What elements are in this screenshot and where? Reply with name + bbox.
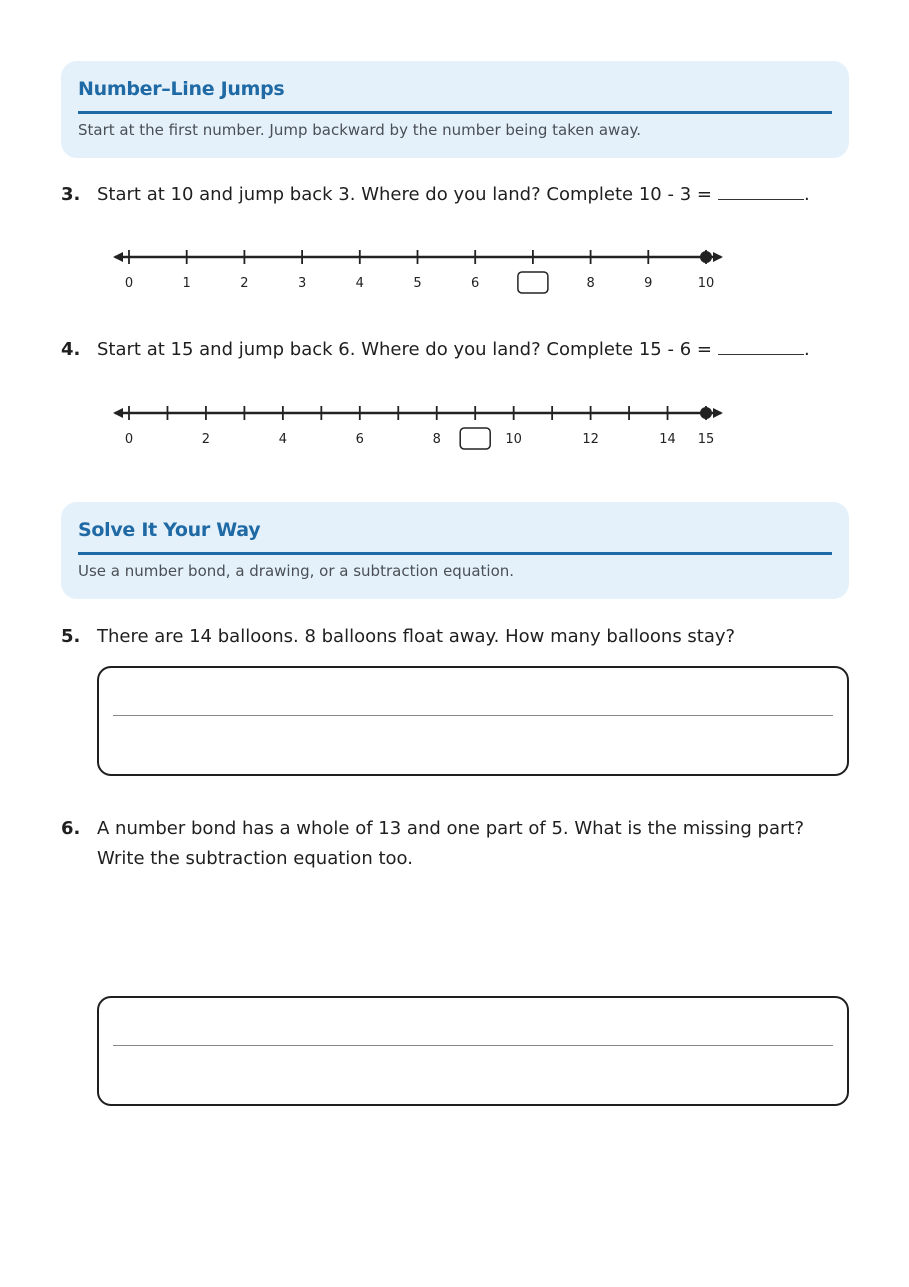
- tick-label: 8: [432, 432, 441, 447]
- answer-blank[interactable]: [718, 336, 804, 355]
- tick-label: 0: [124, 432, 134, 447]
- question-period: .: [803, 184, 810, 205]
- left-arrow-icon: [113, 252, 123, 262]
- tick-label: 5: [413, 276, 422, 291]
- number-line: [105, 393, 735, 453]
- question-number: 3.: [61, 184, 81, 205]
- section-title: Number–Line Jumps: [78, 78, 285, 100]
- tick-label: 14: [659, 432, 676, 447]
- question-text: There are 14 balloons. 8 balloons float away. How many balloons stay?: [97, 626, 736, 647]
- section-header-solve-it-your-way: [61, 502, 849, 599]
- section-divider: [78, 552, 832, 555]
- question-text: [97, 814, 804, 874]
- answer-line: [113, 1045, 833, 1046]
- tick-label: 4: [355, 276, 364, 291]
- right-arrow-icon: [713, 252, 723, 262]
- question-text-line: Write the subtraction equation too.: [97, 848, 413, 869]
- question-period: .: [803, 339, 810, 360]
- tick-label: 2: [201, 432, 211, 447]
- missing-number-box: [460, 428, 490, 449]
- tick-label: 0: [124, 276, 134, 291]
- section-divider: [78, 111, 832, 114]
- tick-label: 10: [697, 276, 715, 291]
- question-prompt: Start at 15 and jump back 6. Where do you land? Complete 15 - 6 =: [97, 339, 712, 360]
- tick-label: 2: [240, 276, 249, 291]
- answer-box[interactable]: [97, 666, 849, 776]
- question-number: 6.: [61, 818, 81, 839]
- tick-label: 6: [355, 432, 364, 447]
- tick-label: 1: [182, 276, 191, 291]
- question-prompt: Start at 10 and jump back 3. Where do you land? Complete 10 - 3 =: [97, 184, 712, 205]
- section-instructions: Start at the first number. Jump backward by the number being taken away.: [78, 121, 642, 139]
- section-instructions: Use a number bond, a drawing, or a subtraction equation.: [78, 562, 515, 580]
- start-point-dot: [700, 407, 712, 419]
- answer-box[interactable]: [97, 996, 849, 1106]
- answer-line: [113, 715, 833, 716]
- tick-label: 9: [644, 276, 653, 291]
- missing-number-box: [518, 272, 548, 293]
- tick-label: 10: [505, 432, 522, 447]
- tick-label: 8: [586, 276, 595, 291]
- question-text: [97, 180, 810, 210]
- tick-label: 3: [297, 276, 307, 291]
- answer-blank[interactable]: [718, 181, 804, 200]
- question-number: 4.: [61, 339, 81, 360]
- tick-label: 12: [582, 432, 599, 447]
- question-number: 5.: [61, 626, 81, 647]
- question-text-line: A number bond has a whole of 13 and one part of 5. What is the missing part?: [97, 818, 805, 839]
- section-title: Solve It Your Way: [78, 519, 261, 541]
- start-point-dot: [700, 251, 712, 263]
- tick-label: 6: [471, 276, 480, 291]
- question-text: [97, 335, 810, 365]
- tick-label: 15: [697, 432, 715, 447]
- tick-label: 4: [278, 432, 288, 447]
- left-arrow-icon: [113, 408, 123, 418]
- section-header-number-line-jumps: [61, 61, 849, 158]
- right-arrow-icon: [713, 408, 723, 418]
- number-line: [105, 237, 735, 297]
